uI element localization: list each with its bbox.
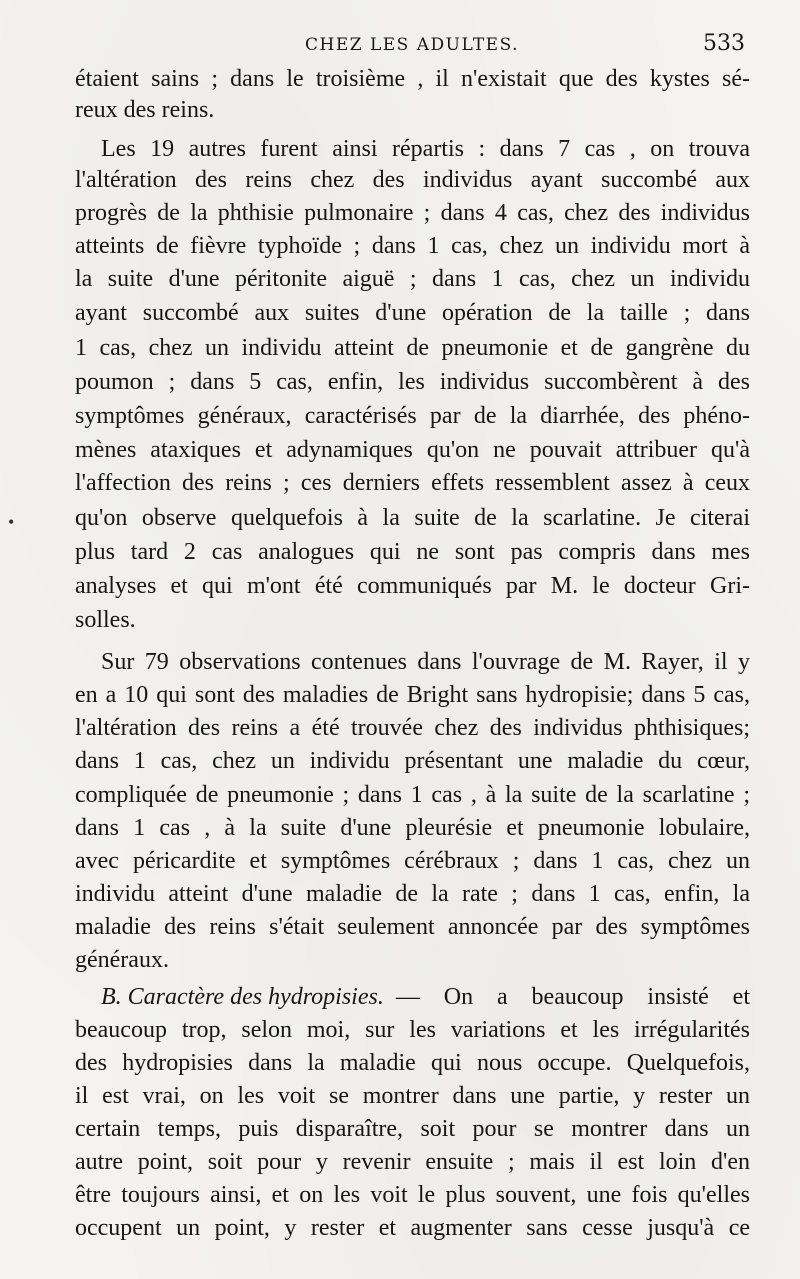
text-line: plus tard 2 cas analogues qui ne sont pas compris dans mes bbox=[75, 539, 750, 565]
text-line: 1 cas, chez un individu atteint de pneumonie et de gangrène du bbox=[75, 335, 750, 361]
text-line: symptômes généraux, caractérisés par de la diarrhée, des phéno- bbox=[75, 403, 750, 429]
text-fragment: — On a beaucoup insisté et bbox=[395, 984, 750, 1010]
text-line: mènes ataxiques et adynamiques qu'on ne pouvait attribuer qu'à bbox=[75, 437, 750, 463]
text-line: étaient sains ; dans le troisième , il n'existait que des kystes sé- bbox=[75, 66, 750, 92]
text-line: il est vrai, on les voit se montrer dans une partie, y rester un bbox=[75, 1083, 750, 1109]
margin-dot: • bbox=[8, 512, 15, 532]
text-line: des hydropisies dans la maladie qui nous occupe. Quelquefois, bbox=[75, 1050, 750, 1076]
page-number: 533 bbox=[703, 31, 745, 56]
text-line: atteints de fièvre typhoïde ; dans 1 cas, chez un individu mort à bbox=[75, 233, 750, 259]
text-line: avec péricardite et symptômes cérébraux ; dans 1 cas, chez un bbox=[75, 848, 750, 874]
text-line: la suite d'une péritonite aiguë ; dans 1 cas, chez un individu bbox=[75, 266, 750, 292]
text-line: analyses et qui m'ont été communiqués par M. le docteur Gri- bbox=[75, 573, 750, 599]
text-line: être toujours ainsi, et on les voit le plus souvent, une fois qu'elles bbox=[75, 1182, 750, 1208]
paragraph-start-line: Les 19 autres furent ainsi répartis : dans 7 cas , on trouva bbox=[101, 136, 750, 162]
text-line: autre point, soit pour y revenir ensuite ; mais il est loin d'en bbox=[75, 1149, 750, 1175]
text-line: individu atteint d'une maladie de la rate ; dans 1 cas, enfin, la bbox=[75, 881, 750, 907]
text-line: compliquée de pneumonie ; dans 1 cas , à la suite de la scarlatine ; bbox=[75, 782, 750, 808]
text-line: dans 1 cas, chez un individu présentant une maladie du cœur, bbox=[75, 748, 750, 774]
text-line: reux des reins. bbox=[75, 97, 215, 123]
section-heading: B. Caractère des hydropisies. bbox=[101, 984, 384, 1010]
paragraph-start-line: Sur 79 observations contenues dans l'ouvrage de M. Rayer, il y bbox=[101, 649, 750, 675]
page-header bbox=[0, 33, 800, 63]
text-line: ayant succombé aux suites d'une opération de la taille ; dans bbox=[75, 300, 750, 326]
text-line: qu'on observe quelquefois à la suite de la scarlatine. Je citerai bbox=[75, 505, 750, 531]
text-line: maladie des reins s'était seulement annoncée par des symptômes bbox=[75, 914, 750, 940]
text-line: solles. bbox=[75, 607, 136, 633]
text-line: certain temps, puis disparaître, soit pour se montrer dans un bbox=[75, 1116, 750, 1142]
text-line: l'affection des reins ; ces derniers effets ressemblent assez à ceux bbox=[75, 470, 750, 496]
text-line: dans 1 cas , à la suite d'une pleurésie et pneumonie lobulaire, bbox=[75, 815, 750, 841]
running-title: CHEZ LES ADULTES. bbox=[305, 35, 520, 55]
text-line: l'altération des reins chez des individus ayant succombé aux bbox=[75, 167, 750, 193]
text-line: beaucoup trop, selon moi, sur les variations et les irrégularités bbox=[75, 1017, 750, 1043]
text-line: poumon ; dans 5 cas, enfin, les individus succombèrent à des bbox=[75, 369, 750, 395]
text-line: l'altération des reins a été trouvée chez des individus phthisiques; bbox=[75, 715, 750, 741]
text-line: en a 10 qui sont des maladies de Bright sans hydropisie; dans 5 cas, bbox=[75, 682, 750, 708]
text-line: généraux. bbox=[75, 947, 169, 973]
text-line: progrès de la phthisie pulmonaire ; dans 4 cas, chez des individus bbox=[75, 200, 750, 226]
text-line: occupent un point, y rester et augmenter sans cesse jusqu'à ce bbox=[75, 1215, 750, 1241]
section-heading-line bbox=[101, 982, 750, 1013]
